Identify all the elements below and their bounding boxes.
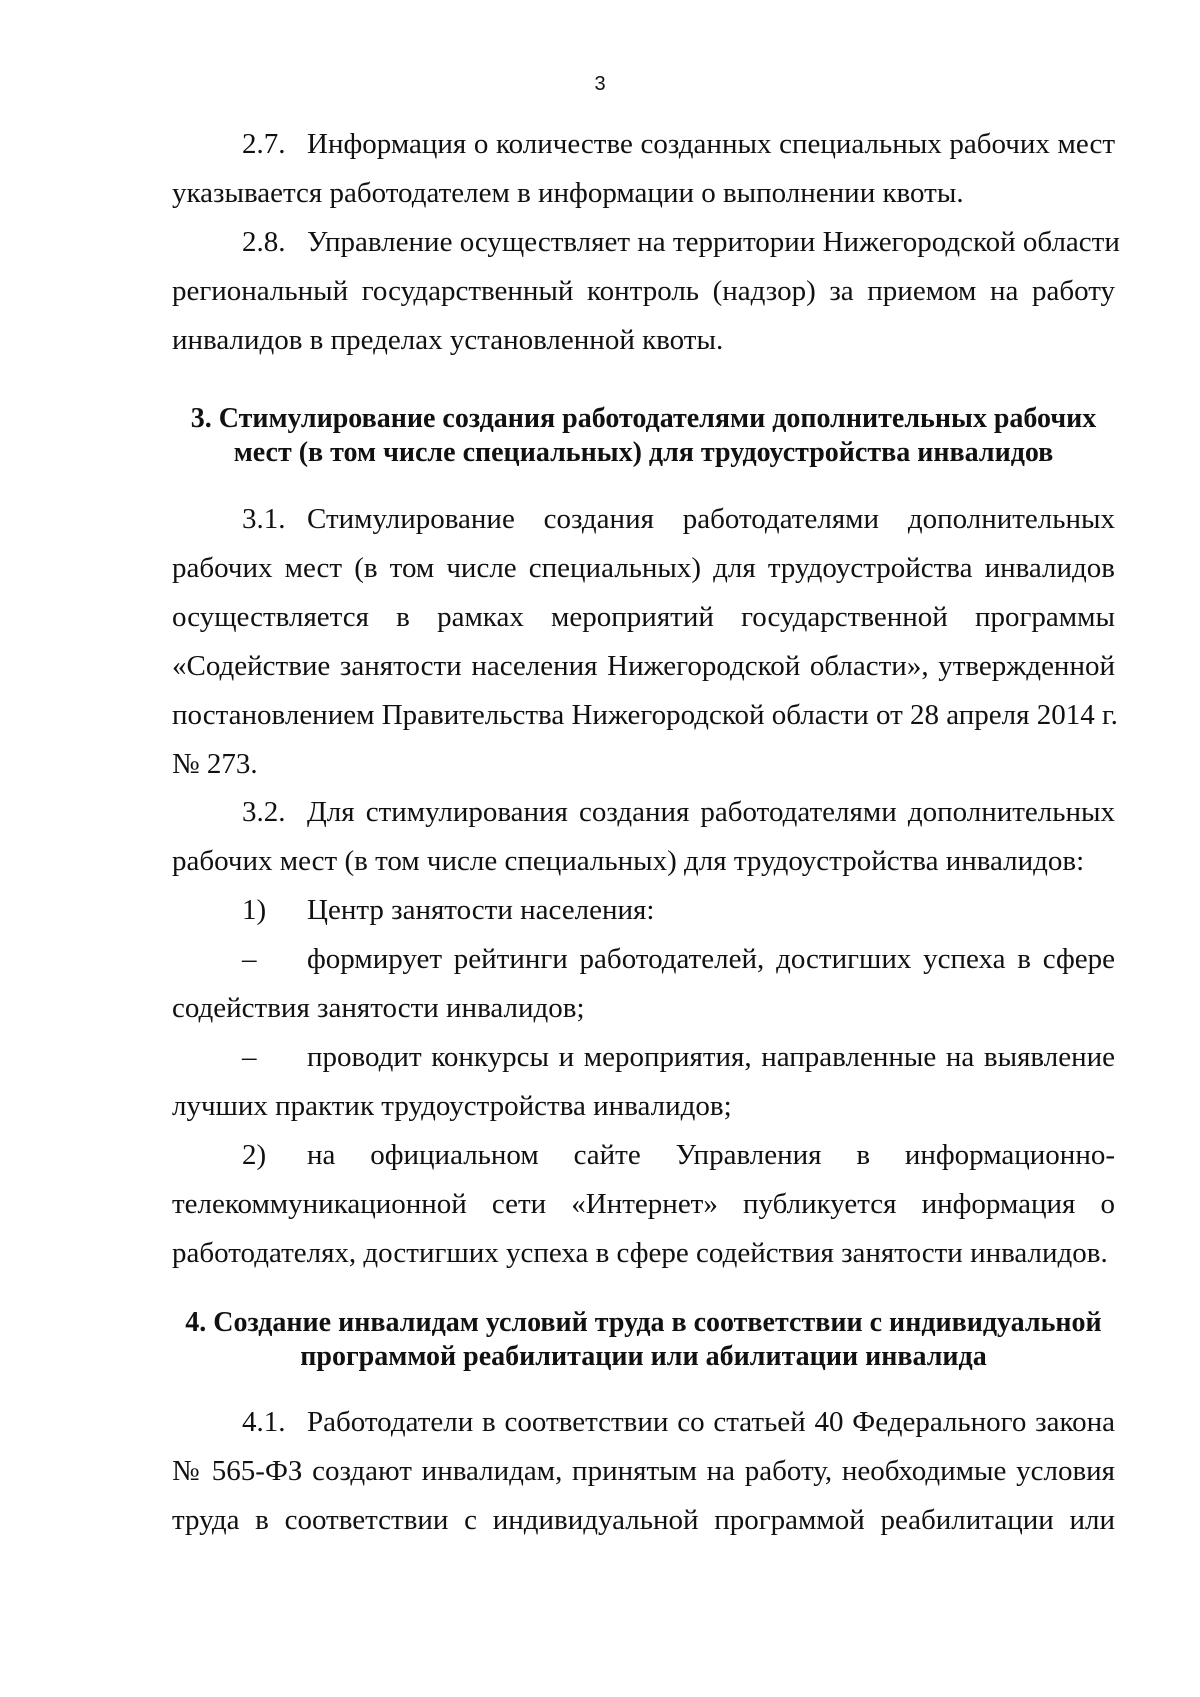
heading-line: мест (в том числе специальных) для трудоустройства инвалидов [233,437,1054,468]
paragraph-line: осуществляется в рамках мероприятий государственной программы [172,601,1115,633]
paragraph-3-1 [172,495,1118,789]
paragraph-line [172,935,1115,984]
paragraph-line: «Содействие занятости населения Нижегородской области», утвержденной [172,650,1115,682]
list-item-dash-2 [172,1033,1115,1131]
paragraph-number: 2.8. [242,226,286,258]
paragraph-line [172,120,1115,169]
section-heading-4 [172,1306,1115,1374]
list-item-2 [172,1131,1115,1278]
paragraph-line: рабочих мест (в том числе специальных) для трудоустройства инвалидов: [172,845,1085,877]
list-marker: – [242,943,257,975]
paragraph-line: инвалидов в пределах установленной квоты. [172,324,724,356]
list-marker: 1) [242,894,267,926]
paragraph-line [172,218,1120,267]
paragraph-2-7 [172,120,1115,218]
paragraph-line: работодателях, достигших успеха в сфере содействия занятости инвалидов. [172,1237,1108,1269]
paragraph-line: содействия занятости инвалидов; [172,992,585,1024]
paragraph-line: указывается работодателем в информации о выполнении квоты. [172,177,964,209]
paragraph-line: телекоммуникационной сети «Интернет» публикуется информация о [172,1188,1115,1220]
paragraph-number: 3.1. [242,503,286,535]
list-item-text: формирует рейтинги работодателей, достигших успеха в сфере [307,943,1115,975]
paragraph-text: Управление осуществляет на территории Нижегородской области [307,226,1120,258]
paragraph-line: рабочих мест (в том числе специальных) для трудоустройства инвалидов [172,552,1115,584]
paragraph-3-2 [172,788,1115,886]
paragraph-text: Стимулирование создания работодателями дополнительных [307,503,1115,535]
paragraph-line: региональный государственный контроль (надзор) за приемом на работу [172,275,1115,307]
paragraph-line [172,1398,1115,1447]
paragraph-4-1 [172,1398,1115,1545]
paragraph-line [172,1033,1115,1082]
heading-line: 3. Стимулирование создания работодателями дополнительных рабочих [190,403,1097,434]
list-marker: – [242,1041,257,1073]
list-item-text: на официальном сайте Управления в информационно- [307,1139,1115,1171]
paragraph-text: Работодатели в соответствии со статьей 40 Федерального закона [307,1406,1115,1438]
list-item-text: Центр занятости населения: [307,894,655,926]
paragraph-line [172,495,1115,544]
section-heading-3 [172,402,1115,470]
list-item-dash-1 [172,935,1115,1033]
paragraph-number: 2.7. [242,128,286,160]
heading-line: программой реабилитации или абилитации инвалида [300,1341,987,1372]
heading-line: 4. Создание инвалидам условий труда в соответствии с индивидуальной [185,1307,1102,1338]
list-marker: 2) [242,1139,267,1171]
page-number: 3 [594,73,606,95]
list-item-1 [172,886,1115,935]
paragraph-number: 3.2. [242,796,286,828]
paragraph-line [172,1131,1115,1180]
paragraph-text: Информация о количестве созданных специальных рабочих мест [307,128,1115,160]
paragraph-line [172,788,1115,837]
list-item-text: проводит конкурсы и мероприятия, направленные на выявление [307,1041,1115,1073]
paragraph-line: № 273. [172,748,258,780]
paragraph-line: труда в соответствии с индивидуальной программой реабилитации или [172,1504,1115,1536]
paragraph-2-8 [172,218,1120,365]
paragraph-number: 4.1. [242,1406,286,1438]
paragraph-line: № 565-ФЗ создают инвалидам, принятым на работу, необходимые условия [172,1455,1115,1487]
paragraph-text: Для стимулирования создания работодателями дополнительных [307,796,1115,828]
paragraph-line: лучших практик трудоустройства инвалидов; [172,1090,732,1122]
paragraph-line [172,886,1115,935]
paragraph-line: постановлением Правительства Нижегородской области от 28 апреля 2014 г. [172,699,1118,731]
